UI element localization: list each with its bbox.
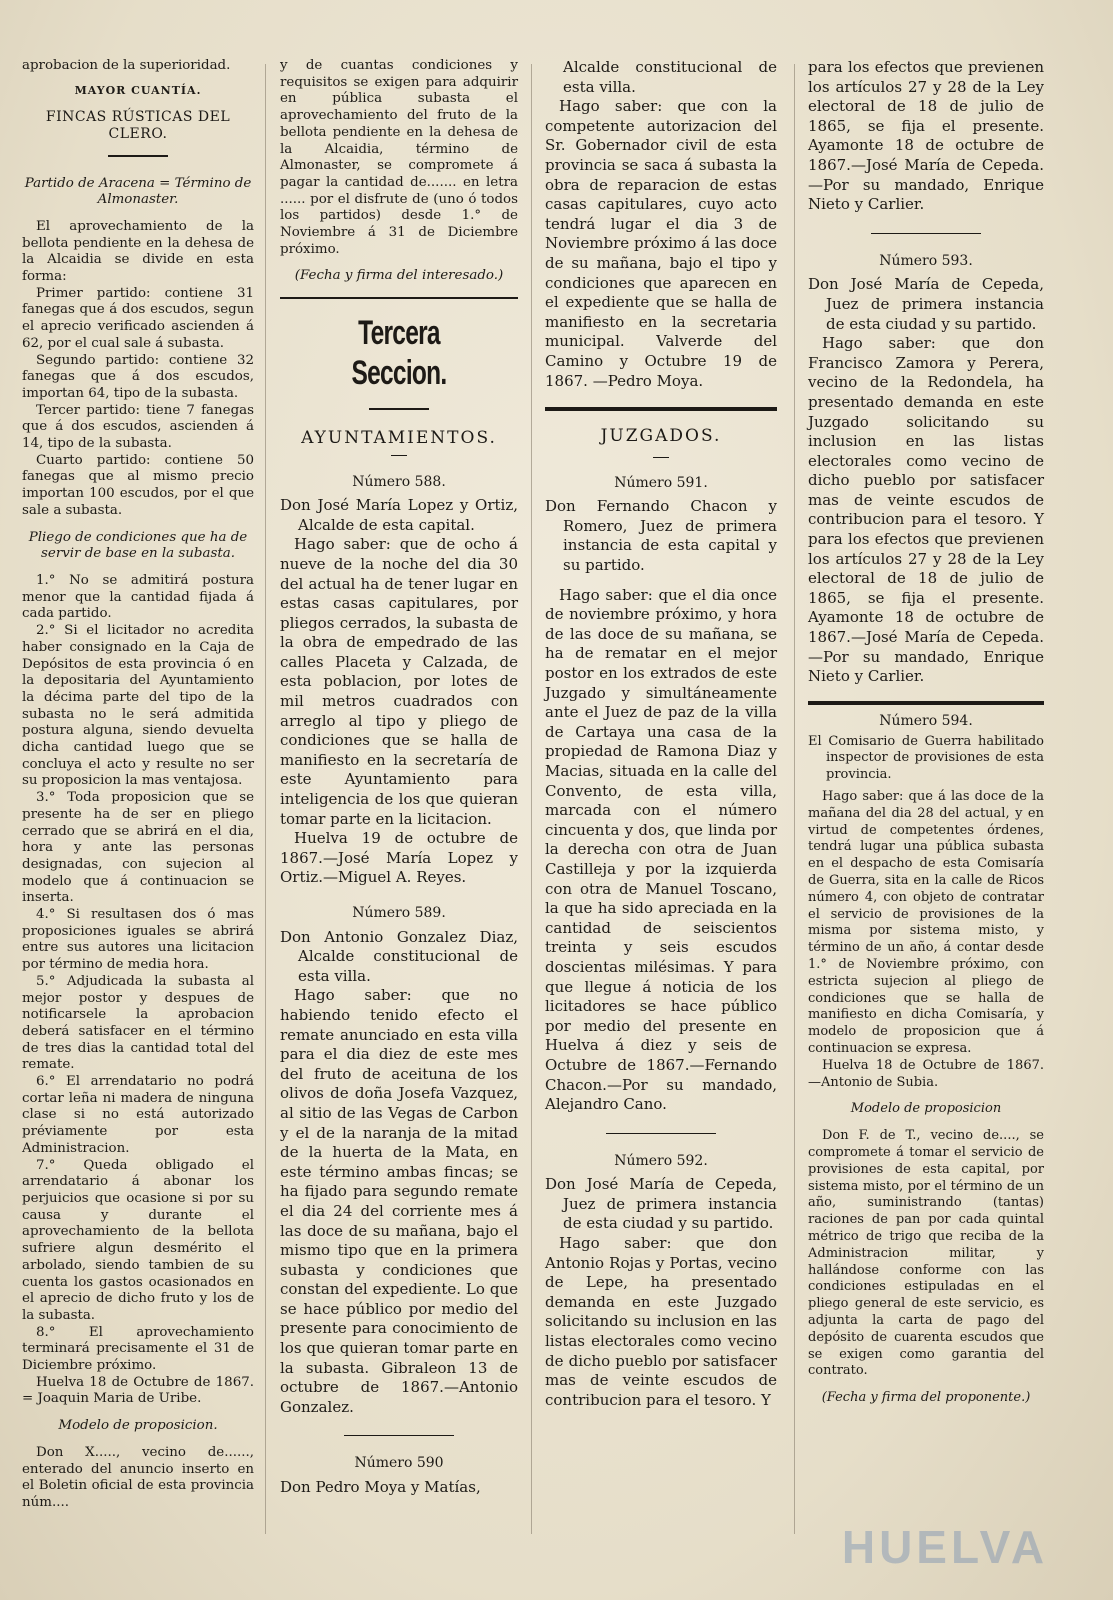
notice-number: Número 593.: [879, 252, 973, 269]
notice-heading: Don Fernando Chacon y Romero, Juez de primera instancia de esta capital y su partido.: [545, 497, 777, 575]
notice-number: Número 589.: [352, 905, 446, 922]
signature: Huelva 18 de Octubre de 1867. = Joaquin Maria de Uribe.: [22, 1374, 254, 1407]
heading-fincas: FINCAS RÚSTICAS DEL CLERO.: [45, 109, 231, 143]
ornament-divider: [22, 149, 254, 166]
column-2: [280, 58, 518, 1498]
heading-mayor-cuantia: MAYOR CUANTÍA.: [74, 83, 202, 97]
column-4: [808, 58, 1044, 1407]
section-rule: [808, 701, 1044, 705]
paragraph: Segundo partido: contiene 32 fanegas que á dos escudos, importan 64, tipo de la subasta.: [22, 352, 254, 401]
notice-body: Hago saber: que de ocho á nueve de la noche del dia 30 del actual ha de tener lugar en estas casas capitulares, por pliegos cerrados, la subasta de la obra de empedrado de las calles Placeta y Calzada, de esta poblacion, por lotes de mil metros cuadrados con arreglo al tipo y pliego de condiciones que se halla de manifiesto en la secretaría de este Ayuntamiento para inteligencia de los que quieran tomar parte en la licitacion.: [280, 535, 518, 828]
notice-number: Número 592.: [614, 1152, 708, 1169]
pliego-heading: Pliego de condiciones que ha de servir de base en la subasta.: [28, 529, 248, 562]
notice-body: Hago saber: que no habiendo tenido efecto el remate anunciado en esta villa para el dia diez de este mes del fruto de aceituna de los olivos de doña Josefa Vazquez, al sitio de las Vegas de Carbon y el de la naranja de la mitad de la huerta de la Mata, en este término ambas fincas; se ha fijado para segundo remate el dia 24 del corriente mes á las doce de su mañana, bajo el mismo tipo que en la primera subasta y condiciones que constan del expediente. Lo que se hace público por medio del presente para conocimiento de los que quieran tomar parte en la subasta. Gibraleon 13 de octubre de 1867.—Antonio Gonzalez.: [280, 986, 518, 1416]
notice-heading: Alcalde constitucional de esta villa.: [563, 58, 777, 96]
notice-heading: Don Antonio Gonzalez Diaz, Alcalde constitucional de esta villa.: [280, 927, 518, 985]
notice-number: Número 591.: [614, 474, 708, 491]
section-rule: [280, 297, 518, 299]
continuation-text: para los efectos que previenen los artículos 27 y 28 de la Ley electoral de 18 de julio de 1865, se fija el presente. Ayamonte 18 de octubre de 1867.—José María de Cepeda.—Por su mandado, Enrique Nieto y Carlier.: [808, 58, 1044, 214]
fecha-firma: (Fecha y firma del interesado.): [294, 268, 504, 284]
notice-heading: Don José María Lopez y Ortiz, Alcalde de esta capital.: [280, 496, 518, 534]
modelo-heading: Modelo de proposicion: [850, 1101, 1002, 1117]
column-divider: [265, 64, 266, 1534]
continuation-text: y de cuantas condiciones y requisitos se exigen para adquirir en pública subasta el aprovechamiento del fruto de la bellota pendiente en la dehesa de la Alcaidia, término de Almonaster, se compromete á pagar la cantidad de....... en letra ...... por el disfrute de (uno ó todos los partidos) desde 1.° de Noviembre á 31 de Diciembre próximo.: [280, 58, 518, 257]
notice-signature: Huelva 18 de Octubre de 1867. —Antonio de Subia.: [808, 1057, 1044, 1090]
notice-body: Hago saber: que don Francisco Zamora y Perera, vecino de la Redondela, ha presentado demanda en este Juzgado solicitando su inclusion en las listas electorales como vecino de dicho pueblo por satisfacer mas de veinte escudos de contribucion para el tesoro. Y para los efectos que previenen los artículos 27 y 28 de la Ley electoral de 18 de julio de 1865, se fija el presente. Ayamonte 18 de octubre de 1867.—José María de Cepeda.—Por su mandado, Enrique Nieto y Carlier.: [808, 334, 1044, 686]
condition: 5.° Adjudicada la subasta al mejor postor y despues de notificarsele la aprobacion deberá satisfacer en el término de tres dias la cantidad total del remate.: [22, 973, 254, 1073]
ornament-divider: [280, 401, 518, 418]
condition: 8.° El aprovechamiento terminará precisamente el 31 de Diciembre próximo.: [22, 1324, 254, 1374]
condition: 1.° No se admitirá postura menor que la cantidad fijada á cada partido.: [22, 572, 254, 622]
condition: 7.° Queda obligado el arrendatario á abonar los perjuicios que ocasione si por su causa y durante el aprovechamiento de la bellota sufriere algun desmérito el arbolado, siendo tambien de su cuenta los gastos ocasionados en el aprecio de dicho fruto y los de la subasta.: [22, 1157, 254, 1323]
partido-heading: Partido de Aracena = Término de Almonaster.: [24, 175, 252, 208]
notice-heading: Don José María de Cepeda, Juez de primera instancia de esta ciudad y su partido.: [545, 1175, 777, 1233]
column-divider: [794, 64, 795, 1534]
notice-number: Número 590: [354, 1455, 444, 1472]
notice-heading: El Comisario de Guerra habilitado inspector de provisiones de esta provincia.: [808, 733, 1044, 783]
paragraph: Cuarto partido: contiene 50 fanegas que al mismo precio importan 100 escudos, por el que sale a subasta.: [22, 452, 254, 518]
modelo-text: Don X....., vecino de......, enterado del anuncio inserto en el Boletin oficial de esta provincia núm....: [22, 1444, 254, 1510]
column-3: [545, 58, 777, 1410]
heading-ayuntamientos: AYUNTAMIENTOS.: [301, 427, 497, 448]
paragraph: Primer partido: contiene 31 fanegas que á dos escudos, segun el aprecio verificado ascienden á 62, por el cual sale á subasta.: [22, 285, 254, 351]
notice-number: Número 594.: [879, 712, 973, 729]
intro-line: aprobacion de la superioridad.: [22, 58, 231, 73]
modelo-heading: Modelo de proposicion.: [58, 1418, 218, 1434]
section-rule: [545, 407, 777, 411]
column-1: [22, 58, 254, 1512]
notice-body: Hago saber: que el dia once de noviembre próximo, y hora de las doce de su mañana, se ha de rematar en el mejor postor en los extrados de este Juzgado y simultáneamente ante el Juez de paz de la villa de Cartaya una casa de la propiedad de Ramona Diaz y Macias, situada en la calle del Convento, de esta villa, marcada con el número cincuenta y dos, que linda por la derecha con otra de Juan Castilleja y por la izquierda con otra de Manuel Toscano, la que ha sido apreciada en la cantidad de seiscientos treinta y seis escudos doscientas milésimas. Y para que llegue á noticia de los licitadores se hace público por medio del presente en Huelva á diez y seis de Octubre de 1867.—Fernando Chacon.—Por su mandado, Alejandro Cano.: [545, 585, 777, 1114]
heading-juzgados: JUZGADOS.: [600, 426, 722, 447]
fecha-firma: (Fecha y firma del proponente.): [821, 1390, 1031, 1406]
notice-number: Número 588.: [352, 473, 446, 490]
paragraph: El aprovechamiento de la bellota pendiente en la dehesa de la Alcaidia se divide en esta forma:: [22, 218, 254, 285]
condition: 2.° Si el licitador no acredita haber consignado en la Caja de Depósitos de esta provincia ó en la depositaria del Ayuntamiento la décima parte del tipo de la subasta no le será admitida postura alguna, siendo devuelta dicha cantidad luego que se concluya el acto y resulte no ser su proposicion la mas ventajosa.: [22, 623, 254, 789]
notice-heading: Don Pedro Moya y Matías,: [280, 1478, 481, 1497]
section-title: Tercera Seccion.: [351, 314, 447, 393]
notice-body: Hago saber: que don Antonio Rojas y Portas, vecino de Lepe, ha presentado demanda en este Juzgado solicitando su inclusion en las listas electorales como vecino de dicho pueblo por satisfacer mas de veinte escudos de contribucion para el tesoro. Y: [545, 1234, 777, 1409]
notice-body: Hago saber: que con la competente autorizacion del Sr. Gobernador civil de esta provincia se saca á subasta la obra de reparacion de estas casas capitulares, cuyo acto tendrá lugar el dia 3 de Noviembre próximo á las doce de su mañana, bajo el tipo y condiciones que aparecen en el expediente que se halla de manifiesto en la secretaria municipal. Valverde del Camino y Octubre 19 de 1867. —Pedro Moya.: [545, 97, 777, 390]
notice-heading: Don José María de Cepeda, Juez de primera instancia de esta ciudad y su partido.: [808, 275, 1044, 333]
modelo-text: Don F. de T., vecino de...., se compromete á tomar el servicio de provisiones de esta capital, por sistema misto, por el término de un año, suministrando (tantas) raciones de pan por cada quintal métrico de trigo que reciba de la Administracion militar, y hallándose conforme con las condiciones estipuladas en el pliego general de este servicio, es adjunta la carta de pago del depósito de cuarenta escudos que se exigen como garantia del contrato.: [808, 1128, 1044, 1379]
column-divider: [531, 64, 532, 1534]
paragraph: Tercer partido: tiene 7 fanegas que á dos escudos, ascienden á 14, tipo de la subasta.: [22, 402, 254, 452]
condition: 4.° Si resultasen dos ó mas proposiciones iguales se abrirá entre sus autores una licitacion por término de media hora.: [22, 907, 254, 973]
library-watermark: HUELVA: [841, 1521, 1049, 1573]
notice-body: Hago saber: que á las doce de la mañana del dia 28 del actual, y en virtud de competentes órdenes, tendrá lugar una pública subasta en el despacho de esta Comisaría de Guerra, sita en la calle de Ricos número 4, con objeto de contratar el servicio de provisiones de la misma por sistema misto, y término de un año, á contar desde 1.° de Noviembre próximo, con estricta sujecion al pliego de condiciones que se halla de manifiesto en dicha Comisaría, y modelo de proposicion que á continuacion se expresa.: [808, 789, 1044, 1056]
notice-signature: Huelva 19 de octubre de 1867.—José María Lopez y Ortiz.—Miguel A. Reyes.: [280, 829, 518, 887]
condition: 6.° El arrendatario no podrá cortar leña ni madera de ninguna clase si no está autorizado préviamente por esta Administracion.: [22, 1074, 254, 1156]
condition: 3.° Toda proposicion que se presente ha de ser en pliego cerrado que se abrirá en el dia, hora y ante las personas designadas, con sujecion al modelo que á continuacion se inserta.: [22, 790, 254, 906]
